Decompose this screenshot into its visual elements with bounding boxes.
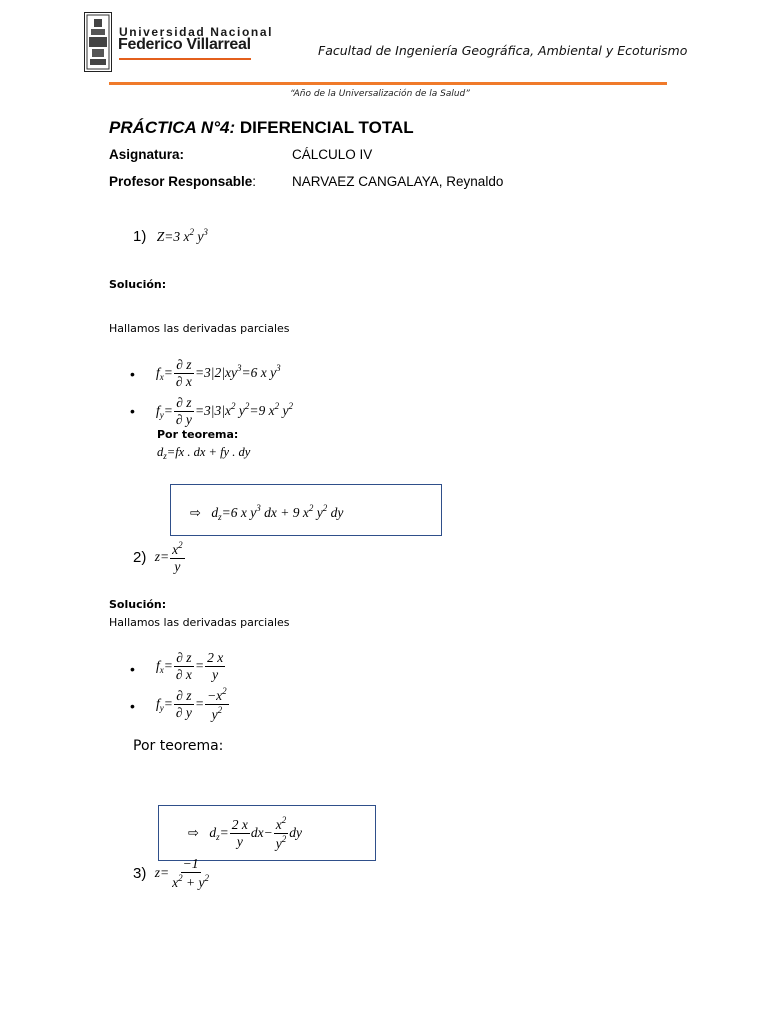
result-1 [190,503,343,522]
logo-underline [119,58,251,60]
solucion-2: Solución: [109,598,167,611]
equation-fx-2: $f_x=$ $\frac{\partial z}{\partial x}$ = $\frac{2 x}{y}$ [156,650,224,683]
seal-icon [85,13,111,71]
page-title [109,118,414,138]
problem-3-number: 3) [133,865,147,883]
bullet-fx-1: • [130,366,135,382]
university-seal-logo [84,12,112,72]
theorem-equation-1: $d_z=fx$ . dx + fy . dy [157,445,251,461]
equation-fy-1: $f_y=$ $\frac{\partial z}{\partial y}$ $=3|3|x^2$ $y^2=9$ $x^2$ $y^2$ [156,395,293,428]
problem-1-number: 1) [133,228,147,245]
profesor-value: NARVAEZ CANGALAYA, Reynaldo [292,174,504,189]
arrow-right-icon: ⇨ [190,506,201,521]
result-2-equation: $d_z=$ $\frac{2 x}{y}$ dx− $\frac{x^2}{y^2}$ dy [209,815,302,852]
solucion-1: Solución: [109,278,167,291]
university-name-line1: Universidad Nacional [119,25,274,39]
profesor-label [109,174,256,189]
problem-3-equation: z= $\frac{-1}{x^2 + y^2}$ [154,856,210,891]
asignatura-value: CÁLCULO IV [292,147,373,162]
header-divider [109,82,667,85]
problem-2-number: 2) [133,549,147,567]
result-1-equation: $d_z=6$ x $y^3$ dx + 9 $x^2$ $y^2$ dy [211,503,344,522]
hallamos-1: Hallamos las derivadas parciales [109,322,290,335]
equation-fx-1: $f_x=$ $\frac{\partial z}{\partial x}$ $=3|2|xy^3=6$ x $y^3$ [156,357,281,390]
problem-1-equation: Z=3 $x^2$ $y^3$ [156,227,208,244]
problem-2-equation: z= $\frac{x^2}{y}$ [154,540,183,575]
hallamos-2: Hallamos las derivadas parciales [109,616,290,629]
bullet-fy-1: • [130,403,135,419]
por-teorema-1: Por teorema: [157,428,239,441]
motto: “Año de la Universalización de la Salud” [290,89,470,99]
result-2 [188,816,302,851]
equation-fy-2: $f_y=$ $\frac{\partial z}{\partial y}$ = $\frac{-x^2}{y^2}$ [156,686,227,723]
problem-2 [133,541,186,574]
arrow-right-icon: ⇨ [188,826,199,842]
university-name-line2: Federico Villarreal [118,36,251,53]
problem-3 [133,857,212,890]
title-part2: DIFERENCIAL TOTAL [235,118,414,137]
bullet-fy-2: • [130,698,135,714]
por-teorema-2: Por teorema: [133,738,224,754]
profesor-colon: : [252,174,257,189]
bullet-fx-2: • [130,661,135,677]
faculty-name: Facultad de Ingeniería Geográfica, Ambiental y Ecoturismo [318,43,688,58]
problem-1 [133,227,208,246]
title-part1: PRÁCTICA N°4: [109,118,236,137]
profesor-label-text: Profesor Responsable [109,174,253,189]
asignatura-label: Asignatura: [109,147,185,162]
